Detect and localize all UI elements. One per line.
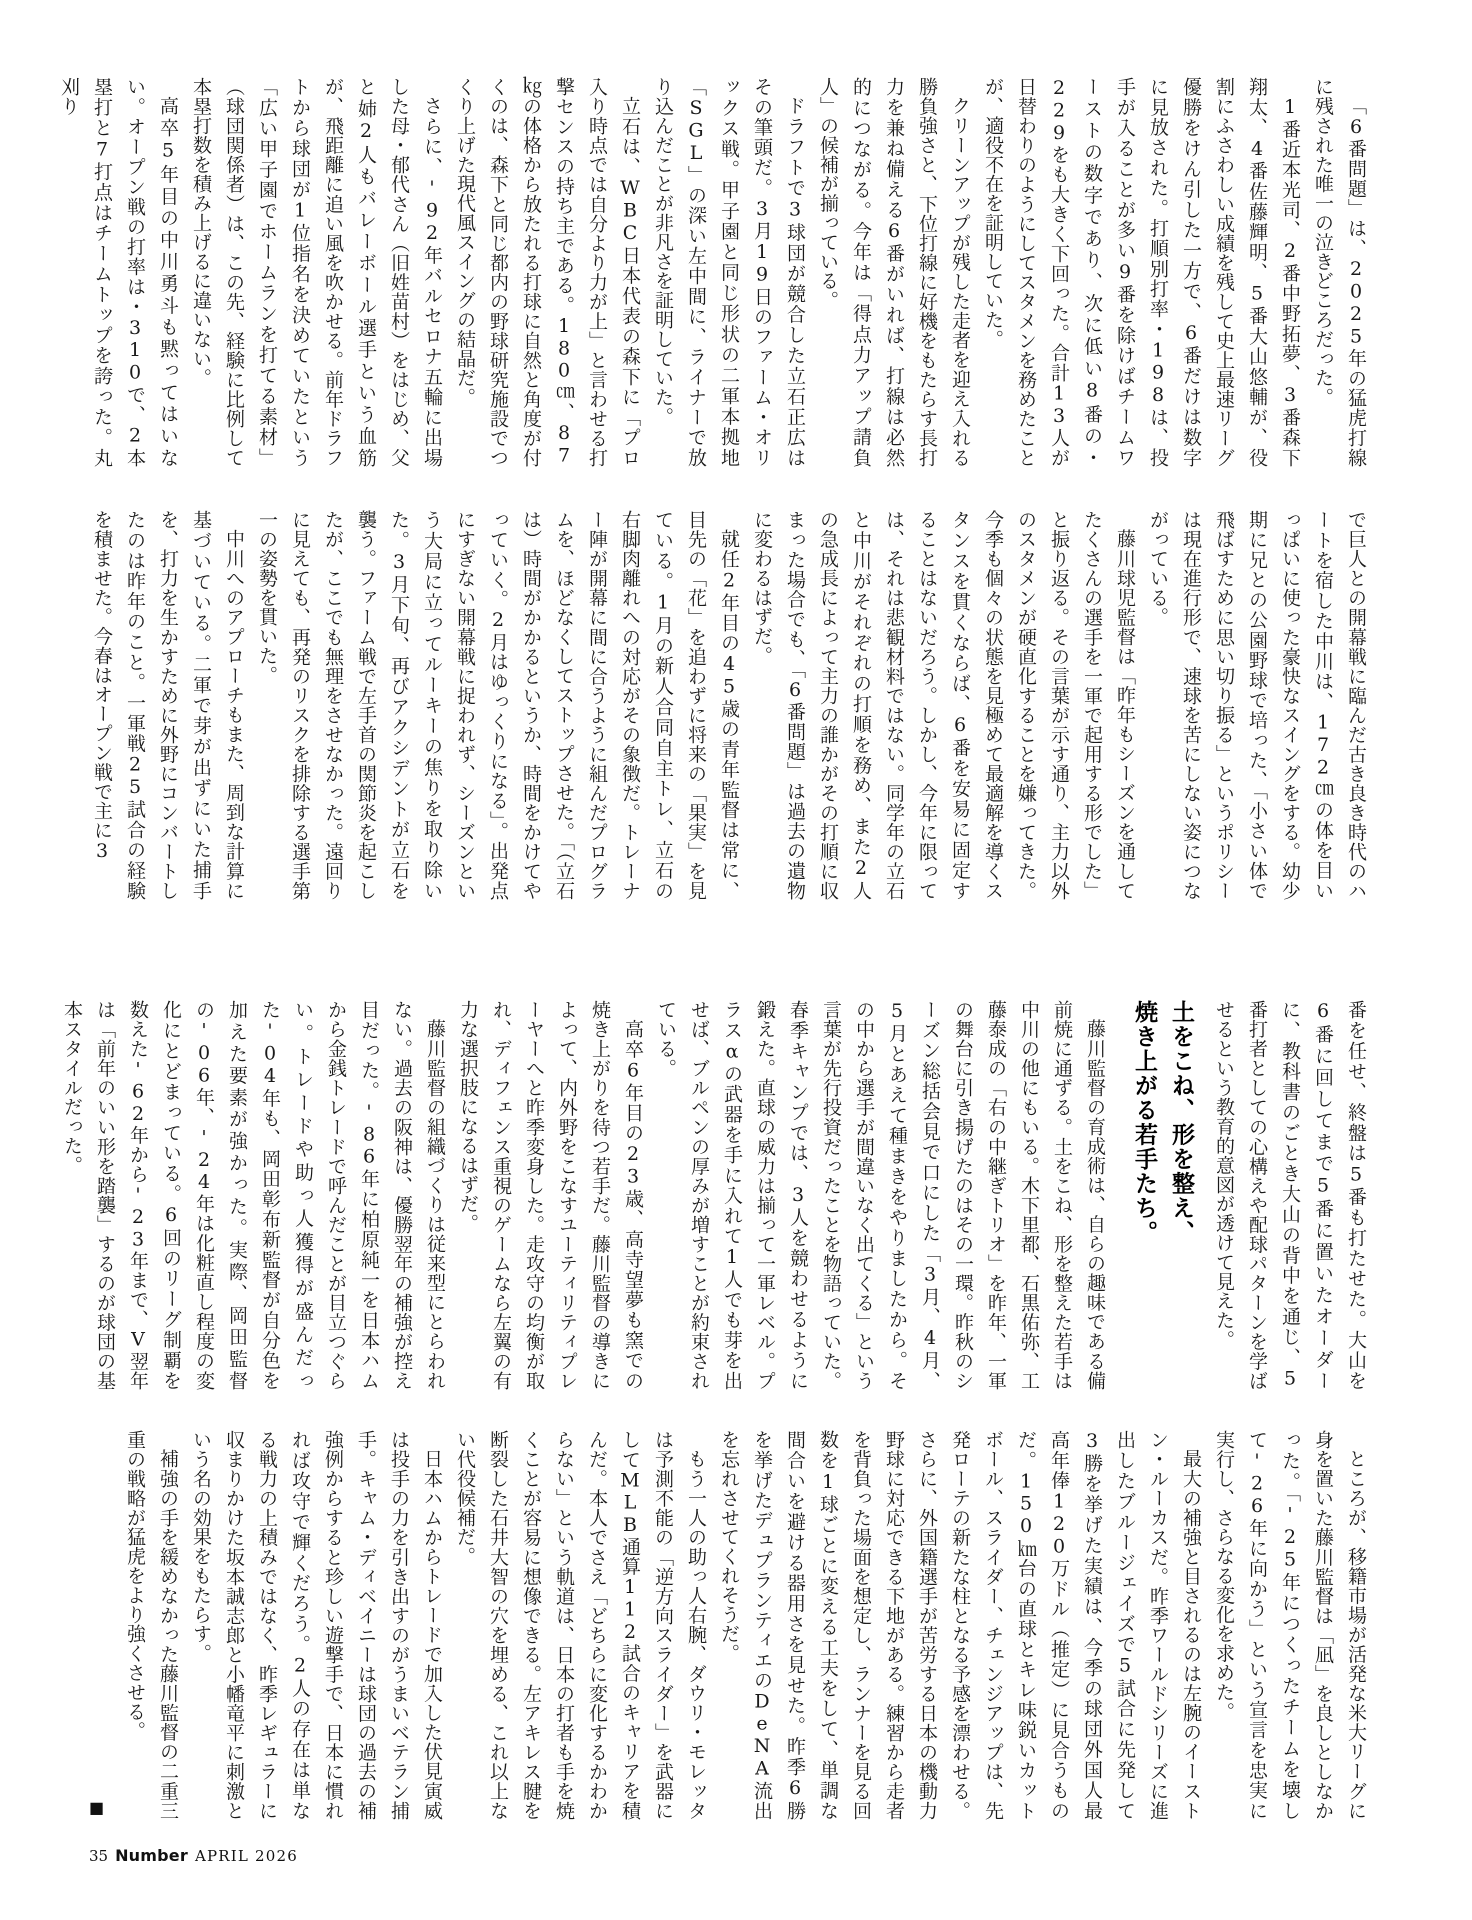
article-band-1 — [58, 77, 1372, 467]
article-band-3 — [61, 1000, 1372, 1390]
article-paragraph: で巨人との開幕戦に臨んだ古き良き時代のハートを宿した中川は、172㎝の体を目いっぱいに使った豪快なスイングをする。幼少期に兄との公園野球で培った、「小さい体で飛ばすために思い切り振る」というポリシーは現在進行形で、速球を苦にしない姿につながっている。 — [1147, 510, 1367, 900]
page-number: 35 — [89, 1847, 109, 1865]
section-heading — [1125, 1000, 1199, 1390]
article-end-mark: ■ — [89, 1798, 105, 1817]
article-paragraph: 番を任せ、終盤は5番も打たせた。大山を6番に回してまで5番に置いたオーダーに、教科書のごとき大山の背中を通じ、5番打者としての心構えや配球パターンを学ばせるという教育的意図が透けて見えた。 — [1213, 1000, 1367, 1390]
article-paragraph: もう一人の助っ人右腕、ダウリ・モレッタは予測不能の「逆方向スライダー」を武器にしてMLB通算112試合のキャリアを積んだ。本人でさえ「どちらに変化するかわからない」という軌道は、日本の打者も手を焼くことが容易に想像できる。左アキレス腱を断裂した石井大智の穴を埋める、これ以上ない代役候補だ。 — [454, 1430, 707, 1820]
section-heading-line-1: 土をこね、形を整え、 — [1168, 1000, 1194, 1245]
article-paragraph: さらに、'92年バルセロナ五輪に出場した母・郁代さん（旧姓苗村）をはじめ、父と姉2人もバレーボール選手という血筋が、飛距離に追い風を吹かせる。前年ドラフトから球団が1位指名を決めていたという「広い甲子園でホームランを打てる素材」（球団関係者）は、この先、経験に比例して本塁打数を積み上げるに違いない。 — [190, 77, 443, 467]
article-band-2 — [86, 510, 1372, 900]
article-paragraph: 藤川監督の組織づくりは従来型にとらわれない。過去の阪神は、優勝翌年の補強が控え目だった。'86年に柏原純一を日本ハムから金銭トレードで呼んだことが目立つぐらい。トレードや助っ人獲得が盛んだった'04年も、岡田彰布新監督が自分色を加えた要素が強かった。実際、岡田監督の'06年、'24年は化粧直し程度の変化にとどまっている。6回のリーグ制覇を数えた'62年から'23年まで、V翌年は「前年のいい形を踏襲」するのが球団の基本スタイルだった。 — [61, 1000, 446, 1390]
article-paragraph: 中川へのアプローチもまた、周到な計算に基づいている。二軍で芽が出ずにいた捕手を、打力を生かすために外野にコンバートしたのは昨年のこと。一軍戦25試合の経験を積ませた。今春はオープン戦で主に3 — [91, 510, 245, 900]
issue-date: APRIL 2026 — [194, 1847, 299, 1865]
article-paragraph: 高卒5年目の中川勇斗も黙ってはいない。オープン戦の打率は・310で、2本塁打と7打点はチームトップを誇った。丸刈り — [58, 77, 179, 467]
article-paragraph: ドラフトで3球団が競合した立石正広はその筆頭だ。3月19日のファーム・オリックス戦。甲子園と同じ形状の二軍本拠地「SGL」の深い左中間に、ライナーで放り込んだことが非凡さを証明していた。 — [652, 77, 806, 467]
article-band-4 — [86, 1430, 1372, 1820]
article-paragraph: クリーンアップが残した走者を迎え入れる勝負強さと、下位打線に好機をもたらす長打力を兼ね備える6番がいれば、打線は必然的につながる。今年は「得点力アップ請負人」の候補が揃っている。 — [817, 77, 971, 467]
page-footer — [89, 1846, 298, 1865]
article-paragraph: 「6番問題」は、2025年の猛虎打線に残された唯一の泣きどころだった。 — [1312, 77, 1367, 467]
article-paragraph: 高卒6年目の23歳、高寺望夢も窯での焼き上がりを待つ若手だ。藤川監督の導きによって、内外野をこなすユーティリティプレーヤーへと昨季変身した。走攻守の均衡が取れ、ディフェンス重視のゲームなら左翼の有力な選択肢になるはずだ。 — [457, 1000, 644, 1390]
article-paragraph: 補強の手を緩めなかった藤川監督の二重三重の戦略が猛虎をより強くさせる。 — [124, 1430, 179, 1820]
section-heading-line-2: 焼き上がる若手たち。 — [1131, 1000, 1157, 1245]
article-paragraph: 就任2年目の45歳の青年監督は常に、目先の「花」を追わずに将来の「果実」を見ている。1月の新人合同自主トレ、立石の右脚肉離れへの対応がその象徴だ。トレーナー陣が開幕に間に合うように組んだプログラムを、ほどなくしてストップさせた。「（立石は）時間がかかるというか、時間をかけてやっていく。2月はゆっくりになる」。出発点にすぎない開幕戦に捉われず、シーズンという大局に立ってルーキーの焦りを取り除いた。3月下旬、再びアクシデントが立石を襲う。ファーム戦で左手首の関節炎を起こしたが、ここでも無理をさせなかった。遠回りに見えても、再発のリスクを排除する選手第一の姿勢を貫いた。 — [256, 510, 740, 900]
article-paragraph: 日本ハムからトレードで加入した伏見寅威は投手の力を引き出すのがうまいベテラン捕手。キャム・ディベイニーは球団の過去の補強例からすると珍しい遊撃手で、日本に慣れれば攻守で輝くだろう。2人の存在は単なる戦力の上積みではなく、昨季レギュラーに収まりかけた坂本誠志郎と小幡竜平に刺激という名の効果をもたらす。 — [190, 1430, 443, 1820]
magazine-logo: Number — [115, 1846, 188, 1865]
article-paragraph: 藤川球児監督は「昨年もシーズンを通してたくさんの選手を一軍で起用する形でした」と振り返る。その言葉が示す通り、主力以外のスタメンが硬直化することを嫌ってきた。今季も個々の状態を見極めて最適解を導くスタンスを貫くならば、6番を安易に固定することはないだろう。しかし、今年に限っては、それは悲観材料ではない。同学年の立石と中川がそれぞれの打順を務め、また2人の急成長によって主力の誰かがその打順に収まった場合でも、「6番問題」は過去の遺物に変わるはずだ。 — [751, 510, 1136, 900]
article-paragraph: 最大の補強と目されるのは左腕のイーストン・ルーカスだ。昨季ワールドシリーズに進出したブルージェイズで5試合に先発して3勝を挙げた実績は、今季の球団外国人最高年俸120万ドル（推定）に見合うものだ。150㎞台の直球とキレ味鋭いカットボール、スライダー、チェンジアップは、先発ローテの新たな柱となる予感を漂わせる。さらに、外国籍選手が苦労する日本の機動力野球に対応できる下地がある。練習から走者を背負った場面を想定し、ランナーを見る回数を1球ごとに変える工夫をして、単調な間合いを避ける器用さを見せた。昨季6勝を挙げたデュプランティエのDeNA流出を忘れさせてくれそうだ。 — [718, 1430, 1202, 1820]
article-paragraph: ところが、移籍市場が活発な米大リーグに身を置いた藤川監督は「凪」を良しとしなかった。「'25年につくったチームを壊して'26年に向かう」という宣言を忠実に実行し、さらなる変化を求めた。 — [1213, 1430, 1367, 1820]
article-paragraph: 藤川監督の育成術は、自らの趣味である備前焼に通ずる。土をこね、形を整えた若手は中川の他にもいる。木下里都、石黒佑弥、工藤泰成の「右の中継ぎトリオ」を昨年、一軍の舞台に引き揚げたのはその一環。昨秋のシーズン総括会見で口にした「3月、4月、5月とあえて種まきをやりましたから。その中から選手が間違いなく出てくる」という言葉が先行投資だったことを物語っていた。春季キャンプでは、3人を競わせるように鍛えた。直球の威力は揃って一軍レベル。プラスαの武器を手に入れて1人でも芽を出せば、ブルペンの厚みが増すことが約束されている。 — [655, 1000, 1106, 1390]
article-paragraph: 1番近本光司、2番中野拓夢、3番森下翔太、4番佐藤輝明、5番大山悠輔が、役割にふさわしい成績を残して史上最速リーグ優勝をけん引した一方で、6番だけは数字に見放された。打順別打率・198は、投手が入ることが多い9番を除けばチームワーストの数字であり、次に低い8番の・229をも大きく下回った。合計13人が日替わりのようにしてスタメンを務めたことが、適役不在を証明していた。 — [982, 77, 1301, 467]
article-paragraph: 立石は、WBC日本代表の森下に「プロ入り時点では自分より力が上」と言わせる打撃センスの持ち主である。180㎝、87㎏の体格から放たれる打球に自然と角度が付くのは、森下と同じ都内の野球研究施設でつくり上げた現代風スイングの結晶だ。 — [454, 77, 641, 467]
